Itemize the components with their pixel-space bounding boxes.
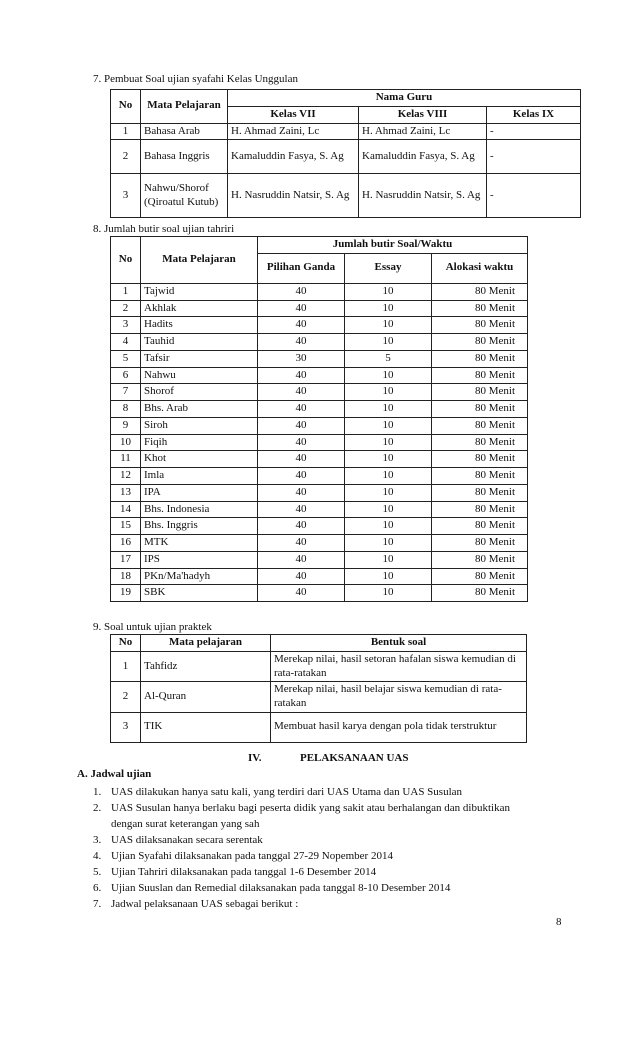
table-row bbox=[111, 551, 528, 568]
list-item bbox=[93, 784, 533, 800]
cell-pilihan-ganda: 40 bbox=[258, 283, 345, 300]
header-alokasi-waktu: Alokasi waktu bbox=[432, 253, 528, 283]
cell-mata-pelajaran: Tajwid bbox=[141, 283, 258, 300]
cell-kelas-ix: - bbox=[487, 174, 581, 218]
cell-pilihan-ganda: 40 bbox=[258, 401, 345, 418]
cell-no: 18 bbox=[111, 568, 141, 585]
header-no: No bbox=[111, 90, 141, 124]
cell-pilihan-ganda: 40 bbox=[258, 367, 345, 384]
table-row bbox=[111, 317, 528, 334]
cell-mata-pelajaran: Tafsir bbox=[141, 350, 258, 367]
cell-no: 14 bbox=[111, 501, 141, 518]
cell-essay: 10 bbox=[345, 501, 432, 518]
list-item-text: UAS Susulan hanya berlaku bagi peserta didik yang sakit atau berhalangan dan dibuktikan dengan surat keterangan yang sah bbox=[111, 802, 510, 830]
cell-alokasi-waktu: 80 Menit bbox=[432, 501, 528, 518]
list-item bbox=[93, 880, 533, 896]
cell-no: 2 bbox=[111, 682, 141, 713]
cell-no: 2 bbox=[111, 300, 141, 317]
cell-essay: 10 bbox=[345, 300, 432, 317]
chapter-title: PELAKSANAAN UAS bbox=[300, 752, 409, 764]
cell-essay: 10 bbox=[345, 401, 432, 418]
cell-essay: 10 bbox=[345, 551, 432, 568]
cell-mata-pelajaran: Bhs. Inggris bbox=[141, 518, 258, 535]
table-row bbox=[111, 651, 527, 682]
table-row bbox=[111, 501, 528, 518]
table-row bbox=[111, 468, 528, 485]
header-mata-pelajaran: Mata pelajaran bbox=[141, 635, 271, 652]
list-item bbox=[93, 848, 533, 864]
cell-no: 12 bbox=[111, 468, 141, 485]
cell-pilihan-ganda: 40 bbox=[258, 417, 345, 434]
table-row bbox=[111, 451, 528, 468]
cell-pilihan-ganda: 30 bbox=[258, 350, 345, 367]
table-row bbox=[111, 568, 528, 585]
header-nama-guru: Nama Guru bbox=[228, 90, 581, 107]
cell-essay: 10 bbox=[345, 451, 432, 468]
section-8-heading: 8. Jumlah butir soal ujian tahriri bbox=[93, 223, 235, 235]
cell-bentuk-soal: Merekap nilai, hasil setoran hafalan siswa kemudian di rata-ratakan bbox=[271, 651, 527, 682]
cell-no: 19 bbox=[111, 585, 141, 602]
cell-mata-pelajaran: IPA bbox=[141, 484, 258, 501]
cell-kelas-ix: - bbox=[487, 140, 581, 174]
cell-mata-pelajaran: Hadits bbox=[141, 317, 258, 334]
cell-mata-pelajaran: Bhs. Indonesia bbox=[141, 501, 258, 518]
list-item-text: UAS dilaksanakan secara serentak bbox=[111, 834, 263, 846]
header-kelas-ix: Kelas IX bbox=[487, 106, 581, 123]
cell-pilihan-ganda: 40 bbox=[258, 384, 345, 401]
cell-essay: 10 bbox=[345, 334, 432, 351]
cell-essay: 10 bbox=[345, 317, 432, 334]
cell-kelas-viii: Kamaluddin Fasya, S. Ag bbox=[359, 140, 487, 174]
cell-no: 1 bbox=[111, 123, 141, 140]
cell-no: 9 bbox=[111, 417, 141, 434]
list-item-number: 6. bbox=[93, 882, 102, 894]
cell-no: 4 bbox=[111, 334, 141, 351]
cell-pilihan-ganda: 40 bbox=[258, 334, 345, 351]
header-bentuk-soal: Bentuk soal bbox=[271, 635, 527, 652]
cell-mata-pelajaran: TIK bbox=[141, 712, 271, 742]
cell-alokasi-waktu: 80 Menit bbox=[432, 451, 528, 468]
cell-pilihan-ganda: 40 bbox=[258, 585, 345, 602]
cell-pilihan-ganda: 40 bbox=[258, 451, 345, 468]
cell-no: 5 bbox=[111, 350, 141, 367]
cell-mata-pelajaran: Fiqih bbox=[141, 434, 258, 451]
header-kelas-vii: Kelas VII bbox=[228, 106, 359, 123]
table-row bbox=[111, 140, 581, 174]
teacher-table bbox=[110, 89, 581, 218]
cell-essay: 10 bbox=[345, 468, 432, 485]
table-row bbox=[111, 283, 528, 300]
cell-mata-pelajaran: Siroh bbox=[141, 417, 258, 434]
cell-kelas-ix: - bbox=[487, 123, 581, 140]
list-item-number: 3. bbox=[93, 834, 102, 846]
cell-no: 17 bbox=[111, 551, 141, 568]
header-jumlah-butir: Jumlah butir Soal/Waktu bbox=[258, 237, 528, 254]
section-9-heading: 9. Soal untuk ujian praktek bbox=[93, 621, 212, 633]
table-row bbox=[111, 350, 528, 367]
header-mata-pelajaran: Mata Pelajaran bbox=[141, 90, 228, 124]
cell-alokasi-waktu: 80 Menit bbox=[432, 283, 528, 300]
cell-pilihan-ganda: 40 bbox=[258, 568, 345, 585]
header-no: No bbox=[111, 635, 141, 652]
cell-essay: 10 bbox=[345, 384, 432, 401]
cell-essay: 10 bbox=[345, 535, 432, 552]
table-row bbox=[111, 518, 528, 535]
table-row bbox=[111, 174, 581, 218]
cell-essay: 10 bbox=[345, 484, 432, 501]
table-row bbox=[111, 123, 581, 140]
cell-no: 1 bbox=[111, 651, 141, 682]
list-item bbox=[93, 896, 533, 912]
list-item-number: 5. bbox=[93, 866, 102, 878]
schedule-list bbox=[93, 784, 533, 912]
list-item-text: Ujian Syafahi dilaksanakan pada tanggal 27-29 Nopember 2014 bbox=[111, 850, 393, 862]
list-item-number: 7. bbox=[93, 898, 102, 910]
cell-alokasi-waktu: 80 Menit bbox=[432, 434, 528, 451]
table-row bbox=[111, 484, 528, 501]
cell-essay: 10 bbox=[345, 585, 432, 602]
cell-mata-pelajaran: Tauhid bbox=[141, 334, 258, 351]
chapter-number: IV. bbox=[248, 752, 262, 764]
section-7-heading: 7. Pembuat Soal ujian syafahi Kelas Unggulan bbox=[93, 73, 298, 85]
cell-essay: 10 bbox=[345, 283, 432, 300]
list-item bbox=[93, 832, 533, 848]
cell-no: 15 bbox=[111, 518, 141, 535]
page-number: 8 bbox=[556, 916, 562, 928]
cell-pilihan-ganda: 40 bbox=[258, 501, 345, 518]
cell-alokasi-waktu: 80 Menit bbox=[432, 535, 528, 552]
cell-pilihan-ganda: 40 bbox=[258, 468, 345, 485]
cell-no: 7 bbox=[111, 384, 141, 401]
header-pilihan-ganda: Pilihan Ganda bbox=[258, 253, 345, 283]
table-row bbox=[111, 300, 528, 317]
cell-alokasi-waktu: 80 Menit bbox=[432, 551, 528, 568]
table-row bbox=[111, 535, 528, 552]
cell-no: 16 bbox=[111, 535, 141, 552]
cell-no: 2 bbox=[111, 140, 141, 174]
item-count-table bbox=[110, 236, 528, 602]
cell-pilihan-ganda: 40 bbox=[258, 535, 345, 552]
table-row bbox=[111, 417, 528, 434]
cell-essay: 10 bbox=[345, 367, 432, 384]
cell-mata-pelajaran: Akhlak bbox=[141, 300, 258, 317]
cell-mata-pelajaran: Bahasa Inggris bbox=[141, 140, 228, 174]
cell-no: 6 bbox=[111, 367, 141, 384]
list-item bbox=[93, 864, 533, 880]
cell-pilihan-ganda: 40 bbox=[258, 300, 345, 317]
cell-bentuk-soal: Merekap nilai, hasil belajar siswa kemudian di rata-ratakan bbox=[271, 682, 527, 713]
cell-pilihan-ganda: 40 bbox=[258, 518, 345, 535]
header-no: No bbox=[111, 237, 141, 284]
cell-essay: 10 bbox=[345, 417, 432, 434]
cell-mata-pelajaran: MTK bbox=[141, 535, 258, 552]
header-mata-pelajaran: Mata Pelajaran bbox=[141, 237, 258, 284]
cell-kelas-vii: H. Nasruddin Natsir, S. Ag bbox=[228, 174, 359, 218]
table-row bbox=[111, 401, 528, 418]
list-item-text: UAS dilakukan hanya satu kali, yang terdiri dari UAS Utama dan UAS Susulan bbox=[111, 786, 463, 798]
cell-pilihan-ganda: 40 bbox=[258, 484, 345, 501]
list-item-number: 1. bbox=[93, 786, 102, 798]
section-a-heading: A. Jadwal ujian bbox=[77, 768, 152, 780]
cell-bentuk-soal: Membuat hasil karya dengan pola tidak terstruktur bbox=[271, 712, 527, 742]
cell-no: 1 bbox=[111, 283, 141, 300]
list-item-text: Ujian Tahriri dilaksanakan pada tanggal 1-6 Desember 2014 bbox=[111, 866, 377, 878]
list-item bbox=[93, 800, 533, 832]
cell-kelas-vii: Kamaluddin Fasya, S. Ag bbox=[228, 140, 359, 174]
list-item-number: 4. bbox=[93, 850, 102, 862]
cell-alokasi-waktu: 80 Menit bbox=[432, 334, 528, 351]
table-row bbox=[111, 334, 528, 351]
header-kelas-viii: Kelas VIII bbox=[359, 106, 487, 123]
cell-pilihan-ganda: 40 bbox=[258, 434, 345, 451]
cell-alokasi-waktu: 80 Menit bbox=[432, 484, 528, 501]
cell-no: 3 bbox=[111, 174, 141, 218]
cell-mata-pelajaran: PKn/Ma'hadyh bbox=[141, 568, 258, 585]
cell-alokasi-waktu: 80 Menit bbox=[432, 568, 528, 585]
cell-pilihan-ganda: 40 bbox=[258, 551, 345, 568]
cell-no: 8 bbox=[111, 401, 141, 418]
cell-mata-pelajaran: Khot bbox=[141, 451, 258, 468]
cell-alokasi-waktu: 80 Menit bbox=[432, 367, 528, 384]
table-row bbox=[111, 384, 528, 401]
cell-alokasi-waktu: 80 Menit bbox=[432, 417, 528, 434]
cell-kelas-viii: H. Nasruddin Natsir, S. Ag bbox=[359, 174, 487, 218]
cell-mata-pelajaran: Nahwu bbox=[141, 367, 258, 384]
table-row bbox=[111, 585, 528, 602]
practical-exam-table bbox=[110, 634, 527, 743]
cell-mata-pelajaran: IPS bbox=[141, 551, 258, 568]
cell-mata-pelajaran: Nahwu/Shorof (Qiroatul Kutub) bbox=[141, 174, 228, 218]
cell-alokasi-waktu: 80 Menit bbox=[432, 350, 528, 367]
header-essay: Essay bbox=[345, 253, 432, 283]
cell-pilihan-ganda: 40 bbox=[258, 317, 345, 334]
cell-alokasi-waktu: 80 Menit bbox=[432, 384, 528, 401]
cell-essay: 10 bbox=[345, 434, 432, 451]
cell-essay: 10 bbox=[345, 568, 432, 585]
cell-mata-pelajaran: Bhs. Arab bbox=[141, 401, 258, 418]
cell-no: 10 bbox=[111, 434, 141, 451]
cell-no: 13 bbox=[111, 484, 141, 501]
cell-alokasi-waktu: 80 Menit bbox=[432, 468, 528, 485]
cell-mata-pelajaran: Bahasa Arab bbox=[141, 123, 228, 140]
cell-mata-pelajaran: Shorof bbox=[141, 384, 258, 401]
cell-essay: 10 bbox=[345, 518, 432, 535]
cell-no: 11 bbox=[111, 451, 141, 468]
cell-essay: 5 bbox=[345, 350, 432, 367]
list-item-text: Ujian Suuslan dan Remedial dilaksanakan pada tanggal 8-10 Desember 2014 bbox=[111, 882, 451, 894]
table-row bbox=[111, 434, 528, 451]
cell-no: 3 bbox=[111, 712, 141, 742]
table-row bbox=[111, 712, 527, 742]
cell-alokasi-waktu: 80 Menit bbox=[432, 300, 528, 317]
cell-alokasi-waktu: 80 Menit bbox=[432, 585, 528, 602]
list-item-number: 2. bbox=[93, 802, 102, 814]
cell-mata-pelajaran: Tahfidz bbox=[141, 651, 271, 682]
list-item-text: Jadwal pelaksanaan UAS sebagai berikut : bbox=[111, 898, 299, 910]
cell-alokasi-waktu: 80 Menit bbox=[432, 401, 528, 418]
table-row bbox=[111, 682, 527, 713]
cell-mata-pelajaran: Al-Quran bbox=[141, 682, 271, 713]
cell-no: 3 bbox=[111, 317, 141, 334]
table-row bbox=[111, 367, 528, 384]
cell-kelas-vii: H. Ahmad Zaini, Lc bbox=[228, 123, 359, 140]
cell-mata-pelajaran: SBK bbox=[141, 585, 258, 602]
cell-kelas-viii: H. Ahmad Zaini, Lc bbox=[359, 123, 487, 140]
cell-alokasi-waktu: 80 Menit bbox=[432, 518, 528, 535]
cell-alokasi-waktu: 80 Menit bbox=[432, 317, 528, 334]
cell-mata-pelajaran: Imla bbox=[141, 468, 258, 485]
